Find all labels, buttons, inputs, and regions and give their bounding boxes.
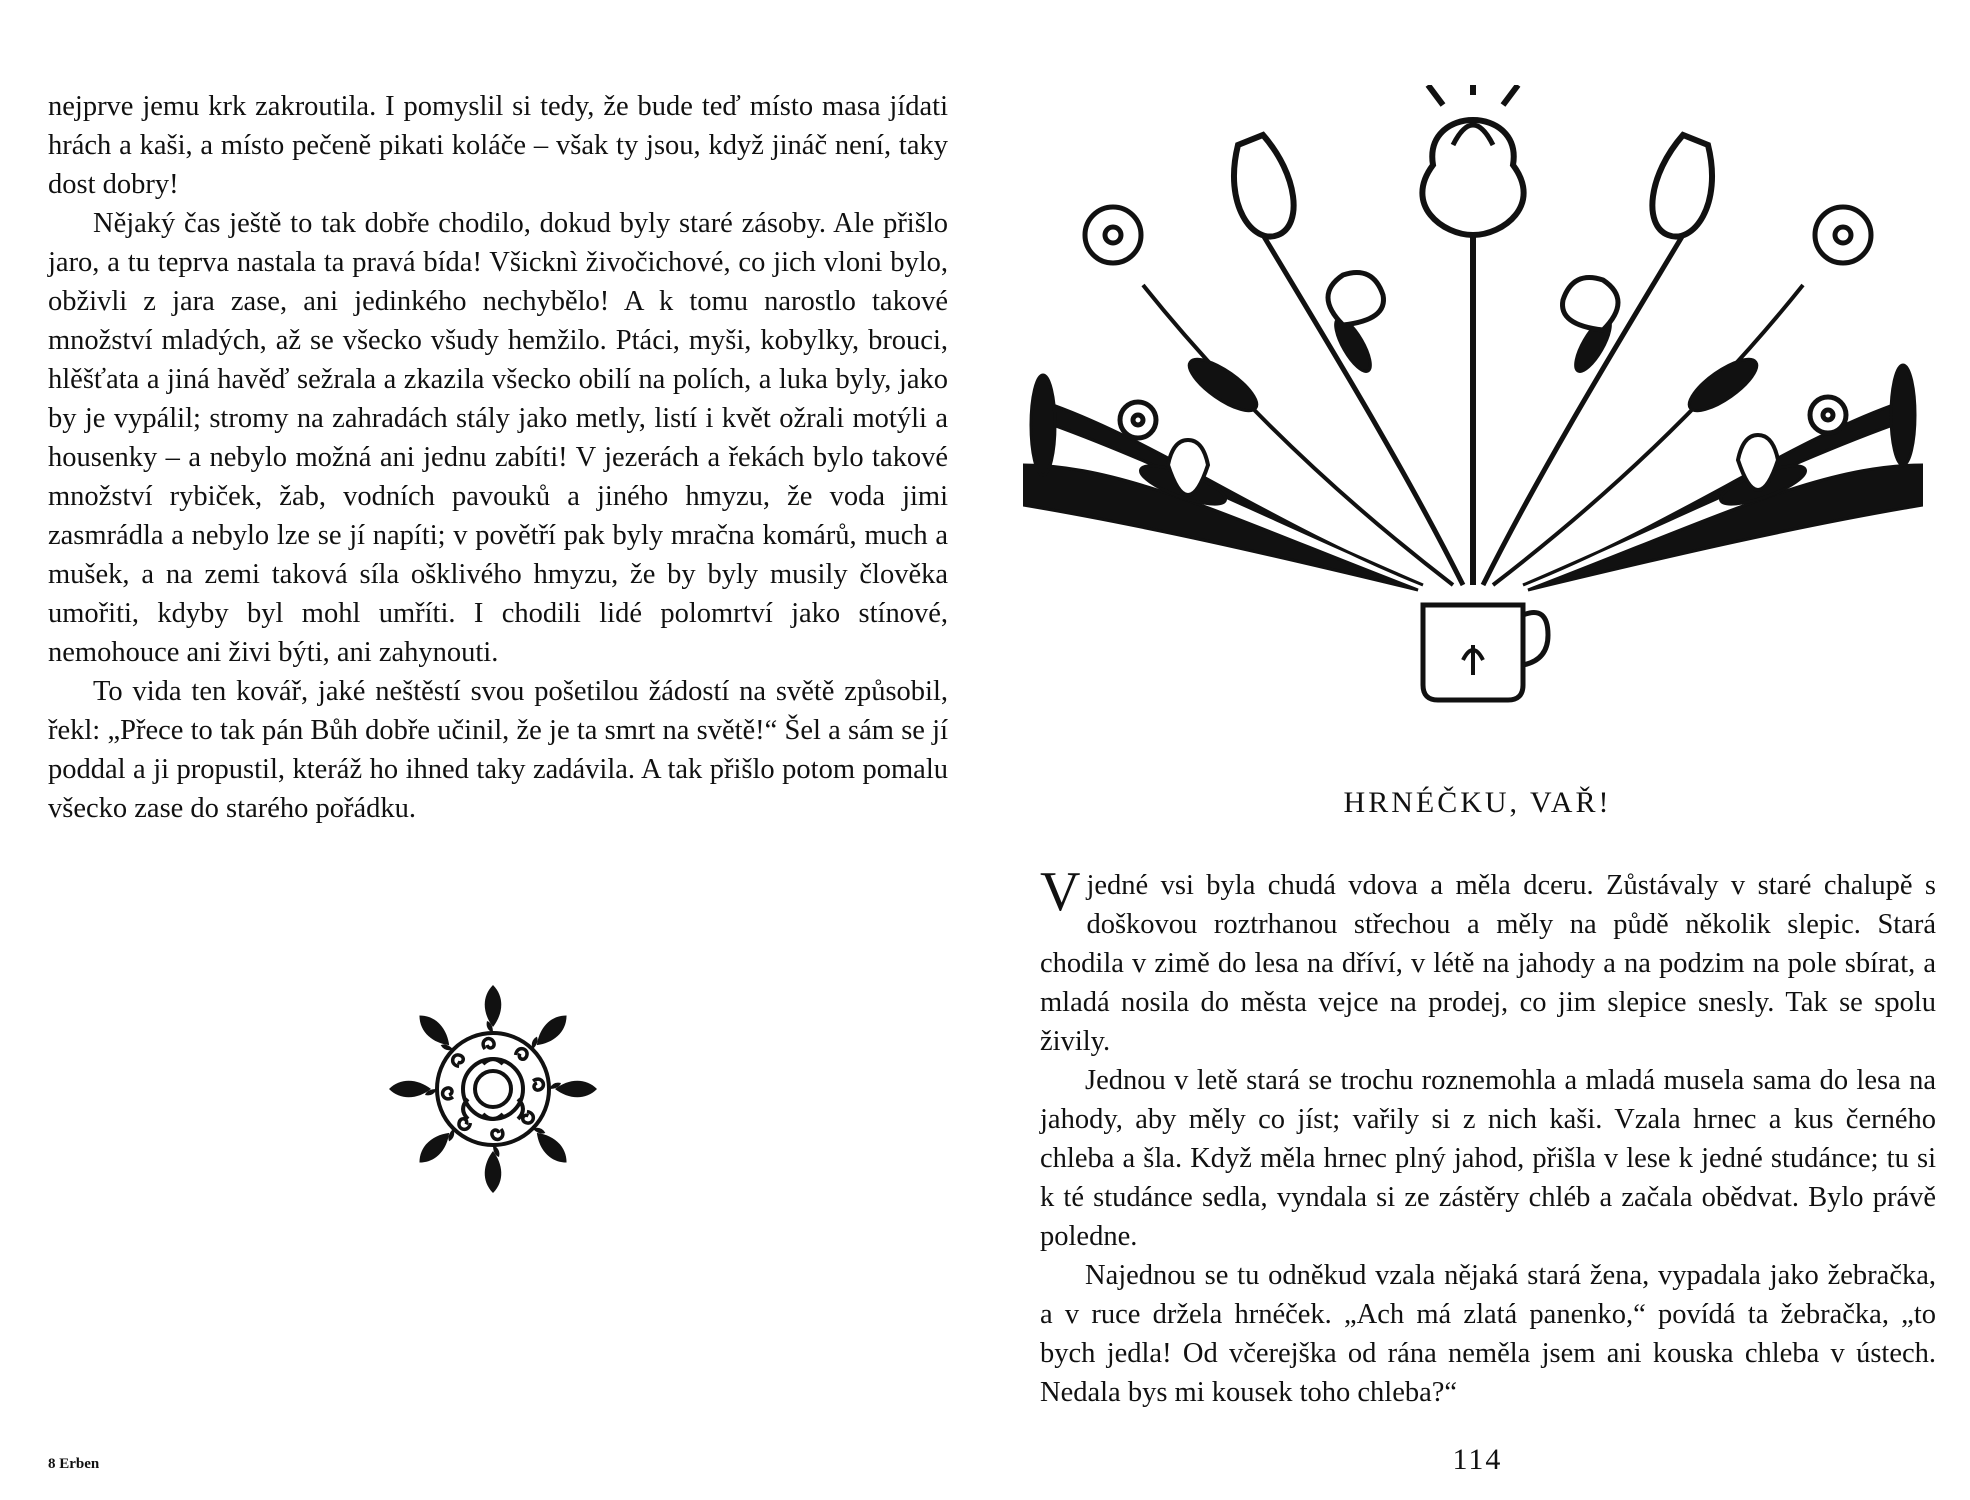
page-number: 114	[1452, 1443, 1503, 1476]
folk-flower-jug-illustration	[1023, 85, 1923, 717]
footer-signature: 8 Erben	[48, 1456, 100, 1472]
right-page-text	[1040, 861, 1936, 1412]
story-title: HRNÉČKU, VAŘ!	[1343, 786, 1612, 819]
paragraph-2: Jednou v letě stará se trochu roznemohla a mladá musela sama do lesa na jahody, aby měly co jíst; vařily si z nich kaši. Vzala hrnec a kus černého chleba a šla. Když měla hrnec plný jahod, přišla v lese k jedné studánce; tu si k té studánce sedla, vyndala si ze zástěry chléb a začala obědvat. Bylo právě poledne.	[1040, 1065, 1936, 1252]
paragraph-1-text: jedné vsi byla chudá vdova a měla dceru. Zůstávaly v staré chalupě s doškovou roztrhanou střechou a měly na půdě několik slepic. Stará chodila v zimě do lesa na dříví, v létě na jahody a na podzim na pole sbírat, a mladá nosila do města vejce na prodej, co jim slepice snesly. Tak se spolu živily.	[1040, 870, 1936, 1057]
paragraph-1	[1040, 861, 1936, 1061]
paragraph-2: Nějaký čas ještě to tak dobře chodilo, dokud byly staré zásoby. Ale přišlo jaro, a tu teprva nastala ta pravá bída! Všicknì živočichové, co jich vloni bylo, obživli z jara zase, ani jedinkého nechybělo! A k tomu narostlo takové množství mladých, až se všecko všudy hemžilo. Ptáci, myši, kobylky, brouci, hlěšťata a jiná havěď sežrala a zkazila všecko obilí na polích, a luka byly, jako by je vypálil; stromy na zahradách stály jako metly, listí i květ ožrali motýli a housenky – a nebylo možná ani jednu zabíti! V jezerách a řekách bylo takové množství rybiček, žab, vodních pavouků a jiného hmyzu, že voda jimi zasmrádla a nebylo lze se jí napíti; v povětří pak byly mračna komárů, much a mušek, a na zemi taková síla ošklivého hmyzu, že by byly musily člověka umořiti, kdyby byl mohl umříti. I chodili lidé polomrtví jako stínové, nemohouce ani živi býti, ani zahynouti.	[48, 208, 948, 668]
paragraph-3: Najednou se tu odněkud vzala nějaká stará žena, vypadala jako žebračka, a v ruce držela hrnéček. „Ach má zlatá panenko,“ povídá ta žebračka, „to bych jedla! Od včerejška od rána neměla jsem ani kouska chleba v ústech. Nedala bys mi kousek toho chleba?“	[1040, 1260, 1936, 1408]
right-page	[985, 0, 1970, 1500]
floral-rosette-ornament	[383, 979, 603, 1199]
paragraph-1: nejprve jemu krk zakroutila. I pomyslil si tedy, že bude teď místo masa jídati hrách a kaši, a místo pečeně pikati koláče – však ty jsou, když jináč není, taky dost dobry!	[48, 91, 948, 200]
drop-cap: V	[1040, 861, 1081, 923]
left-page-text	[48, 87, 948, 828]
paragraph-3: To vida ten kovář, jaké neštěstí svou pošetilou žádostí na světě způsobil, řekl: „Přece to tak pán Bůh dobře učinil, že je ta smrt na světě!“ Šel a sám se jí poddal a ji propustil, kteráž ho ihned taky zadávila. A tak přišlo potom pomalu všecko zase do starého pořádku.	[48, 676, 948, 824]
